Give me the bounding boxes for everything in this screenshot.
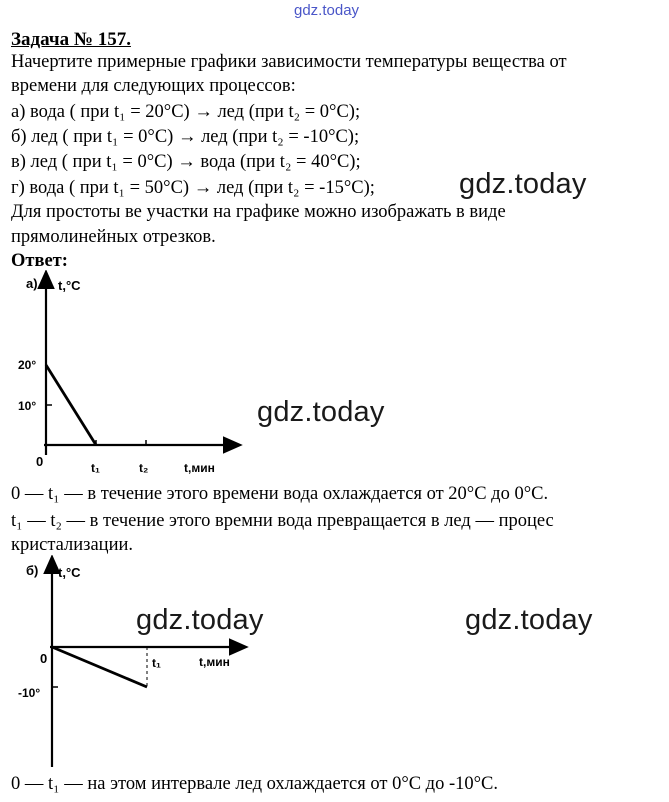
graph-a-y-tick-10: 10° <box>18 399 37 413</box>
watermark-3: gdz.today <box>136 604 264 636</box>
graph-b-x-axis-label: t,мин <box>199 655 230 669</box>
answer-text-a: t₁ — t₂ — в течение этого времни вода превращается в лед — процес <box>11 511 554 531</box>
answer-text-b: 0 — t₁ — на этом интервале лед охлаждается от 0°C до -10°C. <box>11 774 498 794</box>
graph-b <box>0 555 260 770</box>
graph-a-line <box>46 365 96 445</box>
watermark-4: gdz.today <box>465 604 593 636</box>
watermark-1: gdz.today <box>459 168 587 200</box>
watermark-top: gdz.today <box>294 2 360 19</box>
graph-a-x-tick-t1: t₁ <box>91 461 100 475</box>
graph-b-y-tick-0: 0 <box>40 651 48 666</box>
problem-line: а) вода ( при t₁ = 20°C) → лед (при t₂ = 0°C); <box>11 102 361 122</box>
graph-a-x-axis-label: t,мин <box>184 461 215 475</box>
problem-line: г) вода ( при t₁ = 50°C) → лед (при t₂ = -15°C); <box>11 178 375 198</box>
graph-a-x-tick-t2: t₂ <box>139 461 149 475</box>
problem-line: прямолинейных отрезков. <box>11 227 216 247</box>
graph-a-y-tick-0: 0 <box>36 454 44 469</box>
graph-b-label: б) <box>26 563 39 578</box>
answer-text-a: 0 — t₁ — в течение этого времени вода охлаждается от 20°C до 0°C. <box>11 484 549 504</box>
answer-label: Ответ: <box>11 251 68 271</box>
graph-a-label: а) <box>26 276 38 291</box>
graph-b-y-axis-label: t,°C <box>58 565 81 580</box>
problem-line: времени для следующих процессов: <box>11 76 296 96</box>
graph-a <box>0 270 260 480</box>
graph-a-y-axis-label: t,°C <box>58 278 81 293</box>
graph-b-x-tick-t1: t₁ <box>152 656 161 670</box>
answer-text-a: кристализации. <box>11 535 134 555</box>
problem-line: Начертите примерные графики зависимости температуры вещества от <box>11 52 567 72</box>
problem-line: в) лед ( при t₁ = 0°C) → вода (при t₂ = 40°C); <box>11 152 361 172</box>
graph-a-y-tick-20: 20° <box>18 358 37 372</box>
problem-line: б) лед ( при t₁ = 0°C) → лед (при t₂ = -10°C); <box>11 127 360 147</box>
graph-b-y-tick-minus10: -10° <box>18 686 41 700</box>
problem-line: Для простоты ве участки на графике можно изображать в виде <box>11 202 506 222</box>
graph-b-line <box>52 647 147 687</box>
watermark-2: gdz.today <box>257 396 385 428</box>
problem-title: Задача № 157. <box>11 29 131 50</box>
